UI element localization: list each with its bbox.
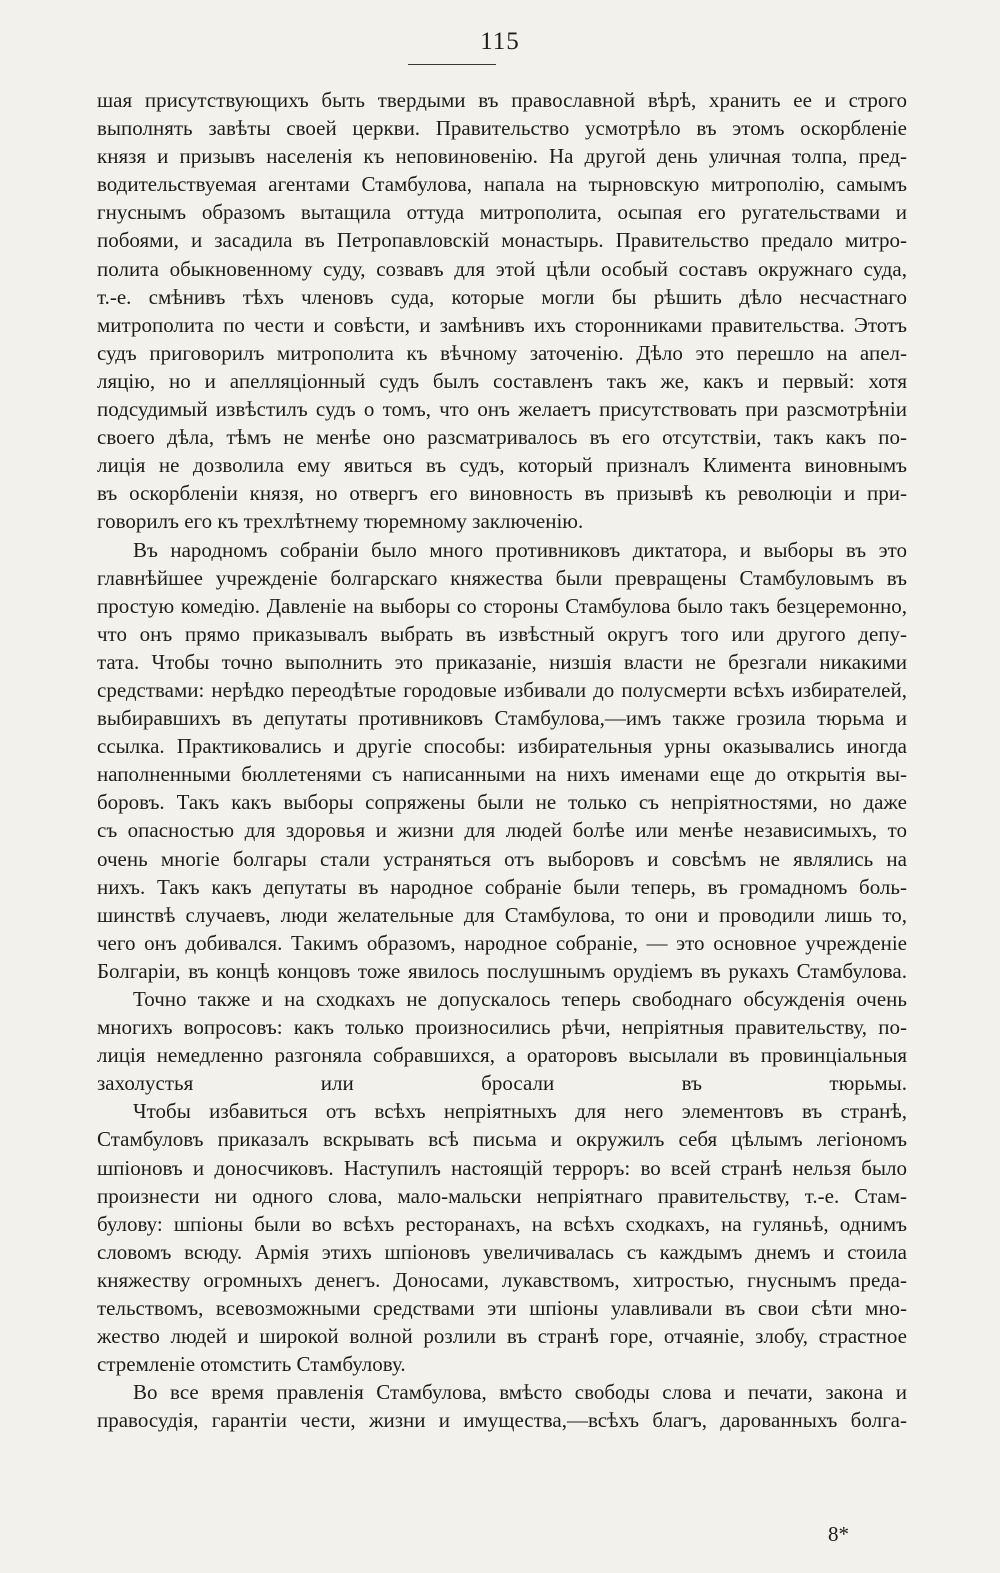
text-line: ляцію, но и апелляціонный судъ былъ составленъ такъ же, какъ и первый: хотя <box>97 368 907 393</box>
text-line: полита обыкновенному суду, созвавъ для этой цѣли особый составъ окружнаго суда, <box>97 256 907 281</box>
text-line: ссылка. Практиковались и другіе способы: избирательныя урны оказывались иногда <box>97 734 907 759</box>
text-line: Болгаріи, въ концѣ концовъ тоже явилось послушнымъ орудіемъ въ рукахъ Стамбулова. <box>97 958 907 983</box>
text-line: тельствомъ, всевозможными средствами эти шпіоны улавливали въ свои сѣти мно- <box>97 1296 907 1321</box>
paragraph <box>97 536 907 986</box>
page-header <box>0 26 1000 58</box>
text-line: булову: шпіоны были во всѣхъ ресторанахъ, на всѣхъ сходкахъ, на гуляньѣ, однимъ <box>97 1211 907 1236</box>
text-line: съ опасностью для здоровья и жизни для людей болѣе или менѣе независимыхъ, то <box>97 818 907 843</box>
page-number: 115 <box>480 28 520 55</box>
text-line: Во все время правленія Стамбулова, вмѣсто свободы слова и печати, закона и <box>133 1380 907 1405</box>
text-line: наполненными бюллетенями съ написанными на нихъ именами еще до открытія вы- <box>97 762 907 787</box>
text-line: главнѣйшее учрежденіе болгарскаго княжества были превращены Стамбуловымъ въ <box>97 565 907 590</box>
text-line: своего дѣла, тѣмъ не менѣе оно разсматривалось въ его отсутствіи, такъ какъ по- <box>97 425 907 450</box>
signature-mark: 8* <box>828 1522 849 1546</box>
text-line: нихъ. Такъ какъ депутаты въ народное собраніе были теперь, въ громадномъ боль- <box>97 874 907 899</box>
paragraph <box>97 1378 907 1434</box>
text-line: князя и призывъ населенія къ неповиновенію. На другой день уличная толпа, пред- <box>97 144 907 169</box>
text-line: шинствѣ случаевъ, люди желательные для Стамбулова, то они и проводили лишь то, <box>97 902 907 927</box>
text-line: средствами: нерѣдко переодѣтые городовые избивали до полусмерти всѣхъ избирателей, <box>97 677 907 702</box>
text-line: Стамбуловъ приказалъ вскрывать всѣ письма и окружилъ себя цѣлымъ легіономъ <box>97 1127 907 1152</box>
paragraph <box>97 86 907 536</box>
text-line: княжеству огромныхъ денегъ. Доносами, лукавствомъ, хитростью, гнуснымъ преда- <box>97 1267 907 1292</box>
text-line: многихъ вопросовъ: какъ только произносились рѣчи, непріятныя правительству, по- <box>97 1015 907 1040</box>
text-line: митрополита по чести и совѣсти, и замѣнивъ ихъ сторонниками правительства. Этотъ <box>97 312 907 337</box>
text-line: водительствуемая агентами Стамбулова, напала на тырновскую митрополію, самымъ <box>97 172 907 197</box>
text-line: лиція немедленно разгоняла собравшихся, а ораторовъ высылали въ провинціальныя <box>97 1043 907 1068</box>
text-line: правосудія, гарантіи чести, жизни и имущества,—всѣхъ благъ, дарованныхъ болга- <box>97 1408 907 1433</box>
text-line: произнести ни одного слова, мало-мальски непріятнаго правительству, т.-е. Стам- <box>97 1183 907 1208</box>
text-line: Чтобы избавиться отъ всѣхъ непріятныхъ для него элементовъ въ странѣ, <box>133 1099 907 1124</box>
text-line: побоями, и засадила въ Петропавловскій монастырь. Правительство предало митро- <box>97 228 907 253</box>
text-line: лиція не дозволила ему явиться въ судъ, который призналъ Климента виновнымъ <box>97 453 907 478</box>
text-line: выполнять завѣты своей церкви. Правительство усмотрѣло въ этомъ оскорбленіе <box>97 116 907 141</box>
text-line: выбиравшихъ въ депутаты противниковъ Стамбулова,—имъ также грозила тюрьма и <box>97 706 907 731</box>
text-line: подсудимый извѣстилъ судъ о томъ, что онъ желаетъ присутствовать при разсмотрѣніи <box>97 397 907 422</box>
text-line: очень многіе болгары стали устраняться отъ выборовъ и совсѣмъ не являлись на <box>97 846 907 871</box>
text-line: жество людей и широкой волной розлили въ странѣ горе, отчаяніе, злобу, страстное <box>97 1324 907 1349</box>
header-rule <box>408 64 496 65</box>
text-line: говорилъ его къ трехлѣтнему тюремному заключенію. <box>97 509 584 534</box>
text-line: словомъ всюду. Армія этихъ шпіоновъ увеличивалась съ каждымъ днемъ и стоила <box>97 1239 907 1264</box>
text-line: стремленіе отомстить Стамбулову. <box>97 1352 406 1377</box>
text-line: судъ приговорилъ митрополита къ вѣчному заточенію. Дѣло это перешло на апел- <box>97 340 907 365</box>
text-line: Въ народномъ собраніи было много противниковъ диктатора, и выборы въ это <box>133 537 907 562</box>
paragraph <box>97 985 907 1097</box>
text-line: простую комедію. Давленіе на выборы со стороны Стамбулова было такъ безцеремонно, <box>97 593 907 618</box>
text-line: гнуснымъ образомъ вытащила оттуда митрополита, осыпая его ругательствами и <box>97 200 907 225</box>
text-line: въ оскорбленіи князя, но отвергъ его виновность въ призывѣ къ революціи и при- <box>97 481 907 506</box>
text-line: тата. Чтобы точно выполнить это приказаніе, низшія власти не брезгали никакими <box>97 649 907 674</box>
text-line: шпіоновъ и доносчиковъ. Наступилъ настоящій терроръ: во всей странѣ нельзя было <box>97 1155 907 1180</box>
text-line: т.-е. смѣнивъ тѣхъ членовъ суда, которые могли бы рѣшить дѣло несчастнаго <box>97 284 907 309</box>
paragraph <box>97 1097 907 1378</box>
text-line: боровъ. Такъ какъ выборы сопряжены были не только съ непріятностями, но даже <box>97 790 907 815</box>
text-line: захолустья или бросали въ тюрьмы. <box>97 1071 907 1096</box>
text-line: что онъ прямо приказывалъ выбрать въ извѣстный округъ того или другого депу- <box>97 621 907 646</box>
text-line: Точно также и на сходкахъ не допускалось теперь свободнаго обсужденія очень <box>133 987 907 1011</box>
text-line: чего онъ добивался. Такимъ образомъ, народное собраніе, — это основное учрежденіе <box>97 930 907 955</box>
text-line: шая присутствующихъ быть твердыми въ православной вѣрѣ, хранить ее и строго <box>97 88 907 112</box>
body-text <box>97 86 907 1435</box>
